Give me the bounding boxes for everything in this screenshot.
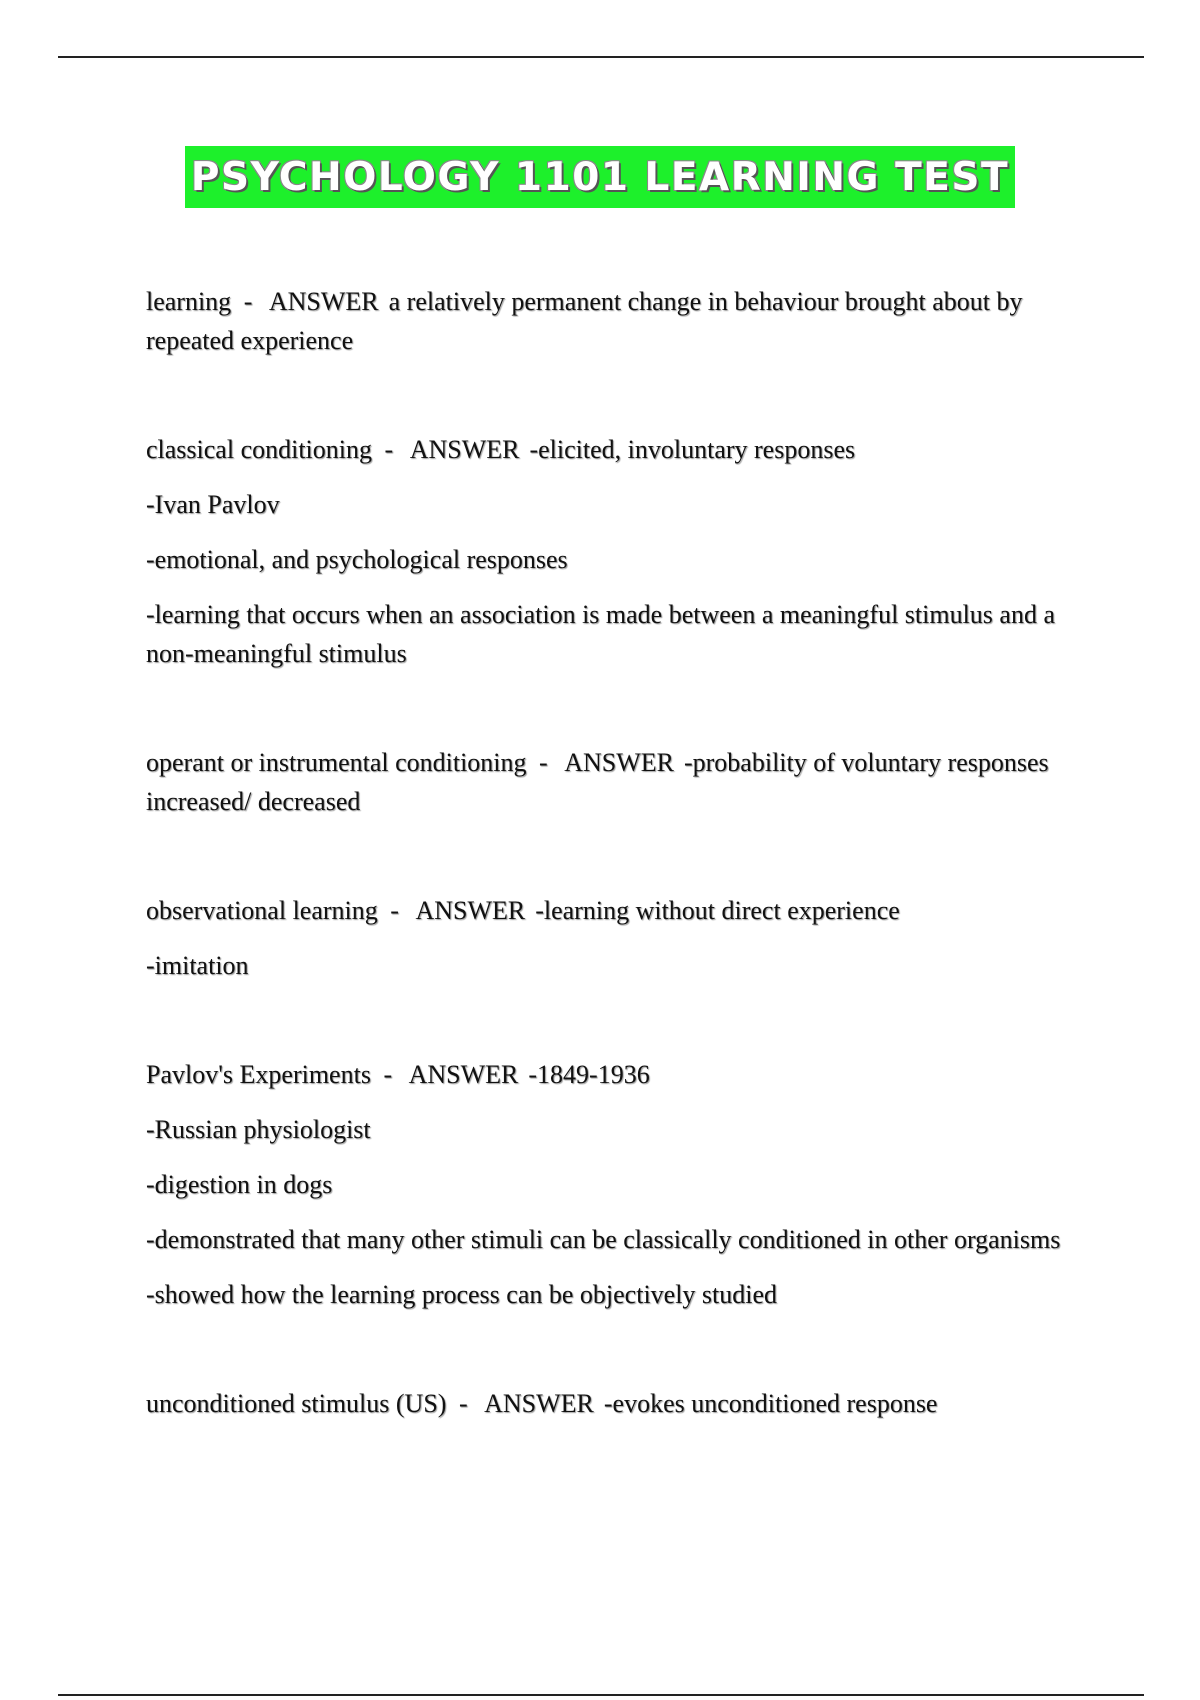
flashcard-entry (146, 430, 1086, 673)
entry-first-line: classical conditioning - ANSWER -elicited, involuntary responses (146, 435, 856, 464)
entry-definition: -1849-1936 (528, 1060, 650, 1089)
entry-definition: a relatively permanent change in behaviour brought about by repeated experience (146, 287, 1023, 355)
flashcard-list (146, 282, 1086, 1493)
answer-label: ANSWER (564, 748, 674, 777)
entry-detail: -digestion in dogs (146, 1170, 333, 1199)
entry-first-line: observational learning - ANSWER -learning without direct experience (146, 896, 900, 925)
entry-detail: -learning that occurs when an association is made between a meaningful stimulus and a non-meaningful stimulus (146, 600, 1055, 668)
entry-detail: -demonstrated that many other stimuli can be classically conditioned in other organisms (146, 1225, 1061, 1254)
top-rule (58, 56, 1144, 58)
answer-label: ANSWER (484, 1389, 594, 1418)
bottom-rule (58, 1694, 1144, 1696)
entry-detail: -imitation (146, 951, 249, 980)
entry-definition: -probability of voluntary responses increased/ decreased (146, 748, 1049, 816)
answer-label: ANSWER (415, 896, 526, 925)
entry-first-line: operant or instrumental conditioning - ANSWER -probability of voluntary responses increased/ decreased (146, 748, 1049, 816)
entry-detail: -showed how the learning process can be objectively studied (146, 1280, 778, 1309)
flashcard-entry (146, 891, 1086, 985)
entry-term: operant or instrumental conditioning (146, 748, 527, 777)
entry-first-line: unconditioned stimulus (US) - ANSWER -evokes unconditioned response (146, 1389, 938, 1418)
entry-term: unconditioned stimulus (US) (146, 1389, 447, 1418)
entry-detail: -Russian physiologist (146, 1115, 371, 1144)
entry-term: classical conditioning (146, 435, 373, 464)
flashcard-entry (146, 743, 1086, 821)
entry-first-line: Pavlov's Experiments - ANSWER -1849-1936 (146, 1060, 650, 1089)
entry-definition: -elicited, involuntary responses (529, 435, 856, 464)
flashcard-entry (146, 282, 1086, 360)
entry-definition: -evokes unconditioned response (603, 1389, 938, 1418)
entry-definition: -learning without direct experience (535, 896, 900, 925)
entry-term: observational learning (146, 896, 378, 925)
entry-detail: -Ivan Pavlov (146, 490, 280, 519)
title-banner (0, 146, 1200, 208)
page-title: PSYCHOLOGY 1101 LEARNING TEST (185, 146, 1015, 208)
entry-detail: -emotional, and psychological responses (146, 545, 568, 574)
answer-label: ANSWER (408, 1060, 519, 1089)
flashcard-entry (146, 1384, 1086, 1423)
entry-term: Pavlov's Experiments (146, 1060, 371, 1089)
answer-label: ANSWER (409, 435, 520, 464)
answer-label: ANSWER (268, 287, 379, 316)
entry-term: learning (146, 287, 232, 316)
flashcard-entry (146, 1055, 1086, 1314)
entry-first-line: learning - ANSWER a relatively permanent change in behaviour brought about by repeated experience (146, 287, 1023, 355)
